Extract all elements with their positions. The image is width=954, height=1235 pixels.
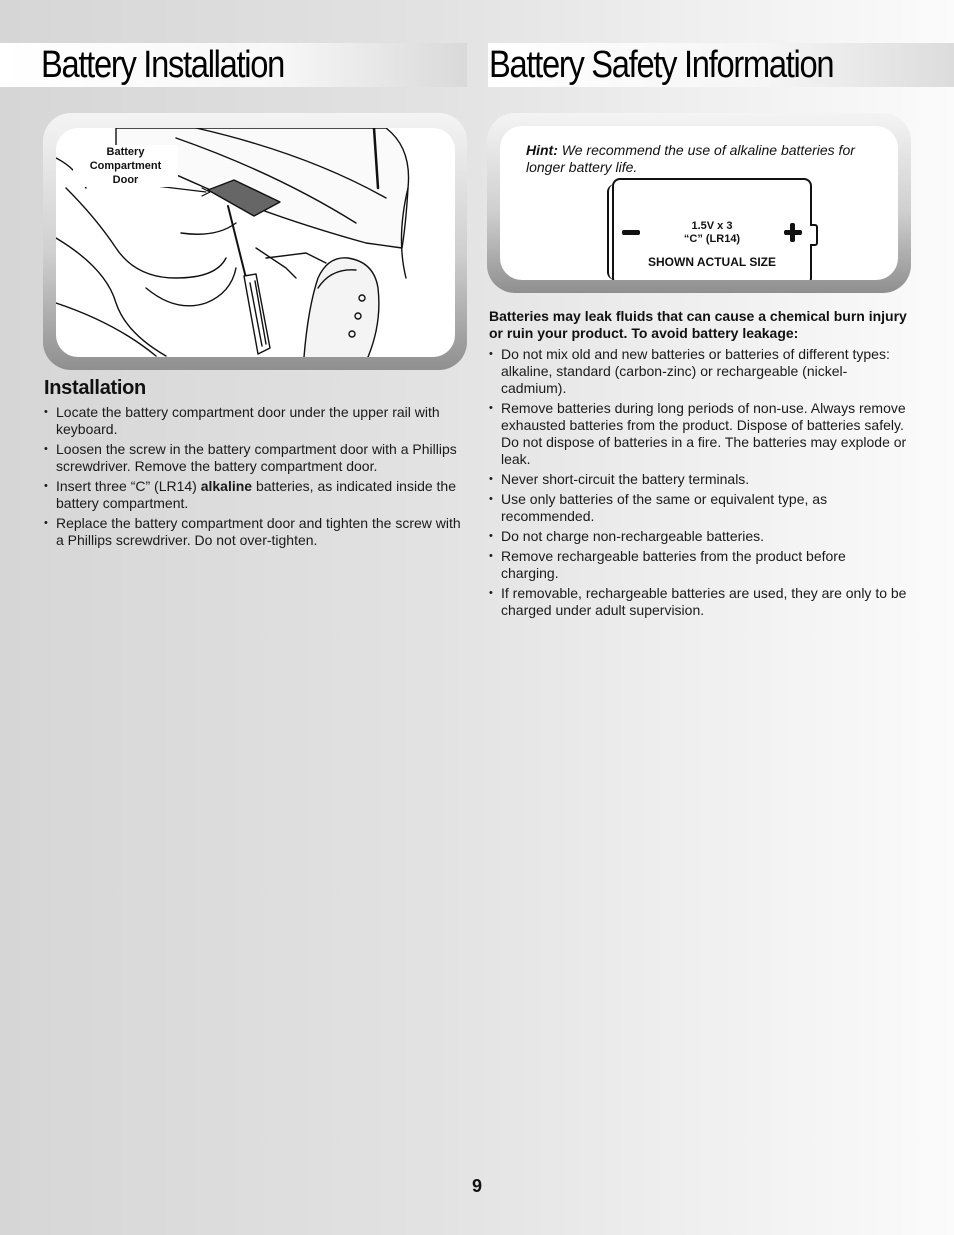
left-page-title: Battery Installation (41, 44, 285, 86)
hint-frame (487, 113, 911, 293)
installation-list (44, 404, 464, 552)
right-page-title: Battery Safety Information (489, 44, 834, 86)
list-item: • Never short-circuit the battery terminals. (489, 471, 907, 488)
list-item: • Remove rechargeable batteries from the product before charging. (489, 548, 907, 582)
list-item: • Do not charge non-rechargeable batteries. (489, 528, 907, 545)
hint-text: Hint: We recommend the use of alkaline batteries for longer battery life. (526, 142, 855, 175)
list-item: • Use only batteries of the same or equivalent type, as recommended. (489, 491, 907, 525)
battery-type: “C” (LR14) (683, 233, 741, 245)
list-item: • Do not mix old and new batteries or batteries of different types: alkaline, standard (carbon-zinc) or rechargeable (nickel-cadmium). (489, 346, 907, 397)
illustration-panel (56, 128, 455, 357)
page-number: 9 (471, 1176, 482, 1196)
battery-voltage: 1.5V x 3 (691, 220, 733, 232)
hint-panel (500, 126, 898, 280)
illustration-frame (43, 113, 467, 370)
safety-list (489, 346, 907, 622)
list-item: • Replace the battery compartment door and tighten the screw with a Phillips screwdriver. Do not over-tighten. (44, 515, 464, 549)
battery-door-callout: Battery Compartment Door (73, 145, 178, 187)
list-item: • Remove batteries during long periods of non-use. Always remove exhausted batteries from the product. Dispose of batteries safely. Do not dispose of batteries in a fire. The batteries may explode or leak. (489, 400, 907, 468)
phillips-screwdriver-icon (228, 206, 270, 354)
list-item: • Locate the battery compartment door under the upper rail with keyboard. (44, 404, 464, 438)
installation-heading: Installation (44, 377, 146, 399)
list-item: • Loosen the screw in the battery compartment door with a Phillips screwdriver. Remove the battery compartment door. (44, 441, 464, 475)
list-item: • If removable, rechargeable batteries are used, they are only to be charged under adult supervision. (489, 585, 907, 619)
battery-c-cell-icon (612, 178, 812, 280)
battery-caption: SHOWN ACTUAL SIZE (648, 255, 776, 269)
leakage-warning: Batteries may leak fluids that can cause a chemical burn injury or ruin your product. To avoid battery leakage: (489, 308, 907, 341)
list-item: • Insert three “C” (LR14) alkaline batteries, as indicated inside the battery compartment. (44, 478, 464, 512)
